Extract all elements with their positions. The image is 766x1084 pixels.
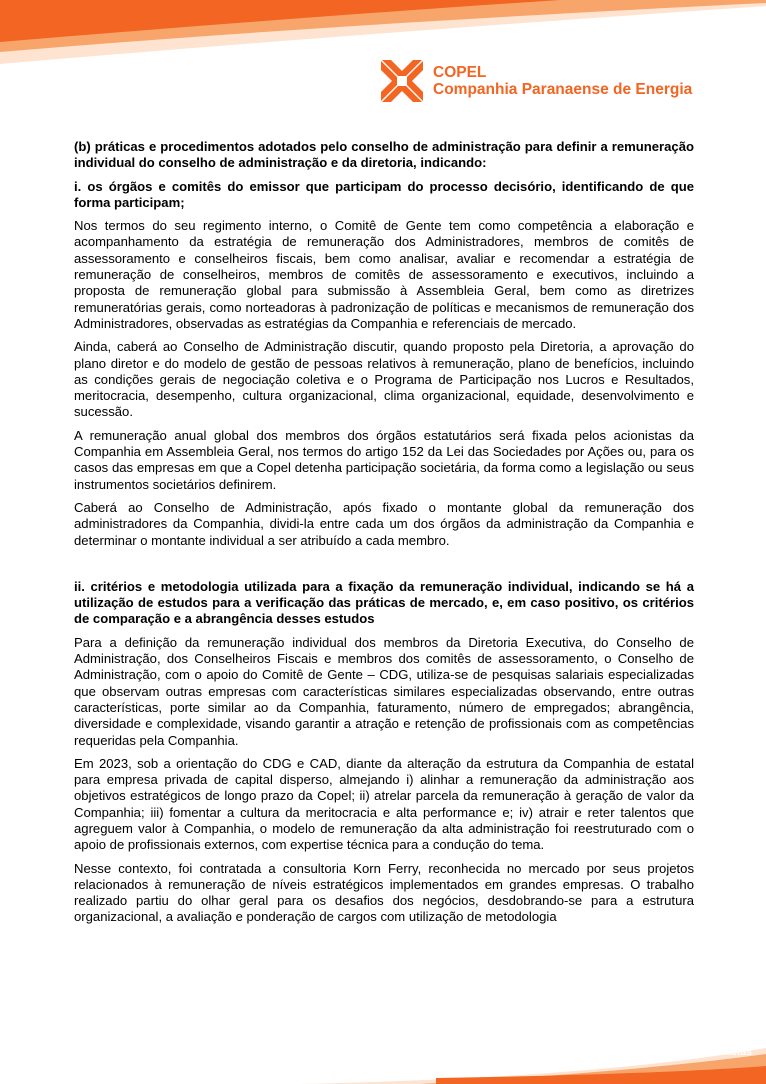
section-heading-b: (b) práticas e procedimentos adotados pelo conselho de administração para definir a remuneração individual do conselho de administração e da diretoria, indicando: <box>74 139 694 171</box>
paragraph-3: A remuneração anual global dos membros dos órgãos estatutários será fixada pelos acionistas da Companhia em Assembleia Geral, nos termos do artigo 152 da Lei das Sociedades por Ações ou, para os casos das empresas em que a Copel detenha participação societária, da forma como a legislação ou seus instrumentos societários definirem. <box>74 427 694 492</box>
paragraph-4: Caberá ao Conselho de Administração, após fixado o montante global da remuneração dos administradores da Companhia, dividi-la entre cada um dos órgãos da administração da Companhia e determinar o montante individual a ser atribuído a cada membro. <box>74 499 694 548</box>
paragraph-6: Em 2023, sob a orientação do CDG e CAD, diante da alteração da estrutura da Companhia de estatal para empresa privada de capital disperso, almejando i) alinhar a remuneração da administração aos objetivos estratégicos de longo prazo da Copel; ii) atrelar parcela da remuneração à geração de valor da Companhia; iii) fomentar a cultura da meritocracia e alta performance e; iv) atrair e reter talentos que agreguem valor à Companhia, o modelo de remuneração da alta administração foi reestruturado com o apoio de profissionais externos, com expertise técnica para a condução do tema. <box>74 755 694 853</box>
company-logo <box>379 58 692 104</box>
footer-text: Manual para participação em Assembleia Geral de Acionistas <box>446 1046 752 1058</box>
copel-logo-icon <box>379 58 425 104</box>
section-heading-ii: ii. critérios e metodologia utilizada para a fixação da remuneração individual, indicando se há a utilização de estudos para a verificação das práticas de mercado, e, em caso positivo, os critérios de comparação e a abrangência desses estudos <box>74 578 694 627</box>
section-spacer <box>74 556 694 579</box>
paragraph-7: Nesse contexto, foi contratada a consultoria Korn Ferry, reconhecida no mercado por seus projetos relacionados à remuneração de níveis estratégicos implementados em grandes empresas. O trabalho realizado partiu do olhar geral para os desafios dos negócios, desdobrando-se para a estrutura organizacional, a avaliação e ponderação de cargos com utilização de metodologia <box>74 860 694 925</box>
paragraph-5: Para a definição da remuneração individual dos membros da Diretoria Executiva, do Conselho de Administração, dos Conselheiros Fiscais e membros dos comitês de assessoramento, o Conselho de Administração, com o apoio do Comitê de Gente – CDG, utiliza-se de pesquisas salariais especializadas que observam outras empresas com características similares especializadas observando, entre outras características, porte similar ao da Companhia, faturamento, número de empregados; abrangência, diversidade e complexidade, visando garantir a atração e retenção de profissionais com as competências requeridas pela Companhia. <box>74 634 694 748</box>
section-heading-i: i. os órgãos e comitês do emissor que participam do processo decisório, identificando de que forma participam; <box>74 178 694 210</box>
paragraph-2: Ainda, caberá ao Conselho de Administração discutir, quando proposto pela Diretoria, a aprovação do plano diretor e do modelo de gestão de pessoas relativos à remuneração, plano de benefícios, incluindo as condições gerais de negociação coletiva e o Programa de Participação nos Lucros e Resultados, meritocracia, desempenho, cultura organizacional, clima organizacional, equidade, desenvolvimento e sucessão. <box>74 339 694 420</box>
company-short-name: COPEL <box>433 64 487 81</box>
paragraph-1: Nos termos do seu regimento interno, o Comitê de Gente tem como competência a elaboração e acompanhamento da estratégia de remuneração dos Administradores, membros de comitês de assessoramento e conselheiros fiscais, bem como analisar, avaliar e recomendar a estratégia de remuneração de conselheiros, membros de comitês de assessoramento e executivos, incluindo a proposta de remuneração global para submissão à Assembleia Geral, bem como as diretrizes remuneratórias gerais, como norteadoras à padronização de políticas e mecanismos de remuneração dos Administradores, observadas as estratégias da Companhia e referenciais de mercado. <box>74 218 694 331</box>
document-body <box>74 139 694 933</box>
company-full-name: Companhia Paranaense de Energia <box>433 81 693 98</box>
